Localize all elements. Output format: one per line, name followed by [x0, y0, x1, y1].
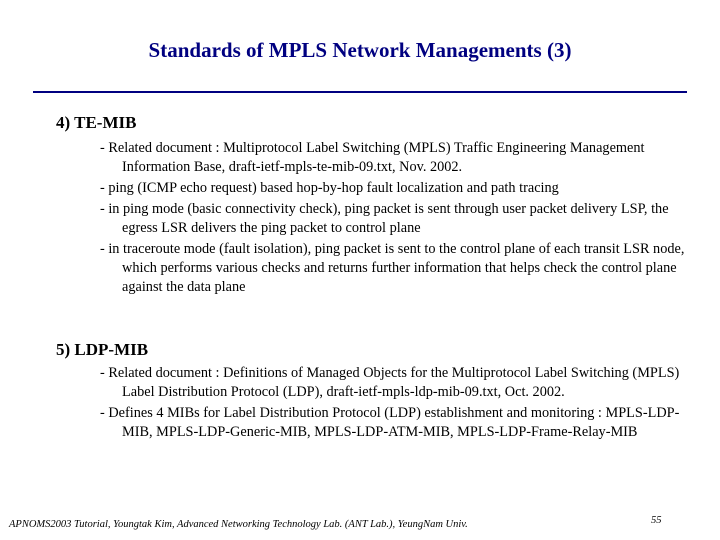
list-item: - Related document : Definitions of Managed Objects for the Multiprotocol Label Switching (MPLS) Label Distribution Protocol (LDP), draft-ietf-mpls-ldp-mib-09.txt, Oct. 2002. — [100, 365, 680, 400]
page-number: 55 — [651, 515, 662, 526]
section-heading-ldp-mib: 5) LDP-MIB — [56, 340, 149, 359]
list-item: - in ping mode (basic connectivity check), ping packet is sent through user packet delivery LSP, the egress LSR delivers the ping packet to control plane — [100, 201, 669, 236]
te-mib-bullet-list — [100, 139, 690, 299]
list-item: - Related document : Multiprotocol Label Switching (MPLS) Traffic Engineering Management Information Base, draft-ietf-mpls-te-mib-09.txt, Nov. 2002. — [100, 140, 645, 175]
footer-credit: APNOMS2003 Tutorial, Youngtak Kim, Advanced Networking Technology Lab. (ANT Lab.), YeungNam Univ. — [9, 519, 468, 530]
list-item: - in traceroute mode (fault isolation), ping packet is sent to the control plane of each transit LSR node, which performs various checks and returns further information that helps check the control plane against the data plane — [100, 241, 685, 295]
list-item: - Defines 4 MIBs for Label Distribution Protocol (LDP) establishment and monitoring : MPLS-LDP-MIB, MPLS-LDP-Generic-MIB, MPLS-LDP-ATM-MIB, MPLS-LDP-Frame-Relay-MIB — [100, 405, 680, 440]
slide-title: Standards of MPLS Network Managements (3) — [148, 38, 572, 62]
title-divider — [33, 91, 687, 93]
section-heading-te-mib: 4) TE-MIB — [56, 113, 137, 132]
ldp-mib-bullet-list — [100, 364, 690, 444]
list-item: - ping (ICMP echo request) based hop-by-hop fault localization and path tracing — [100, 180, 559, 196]
